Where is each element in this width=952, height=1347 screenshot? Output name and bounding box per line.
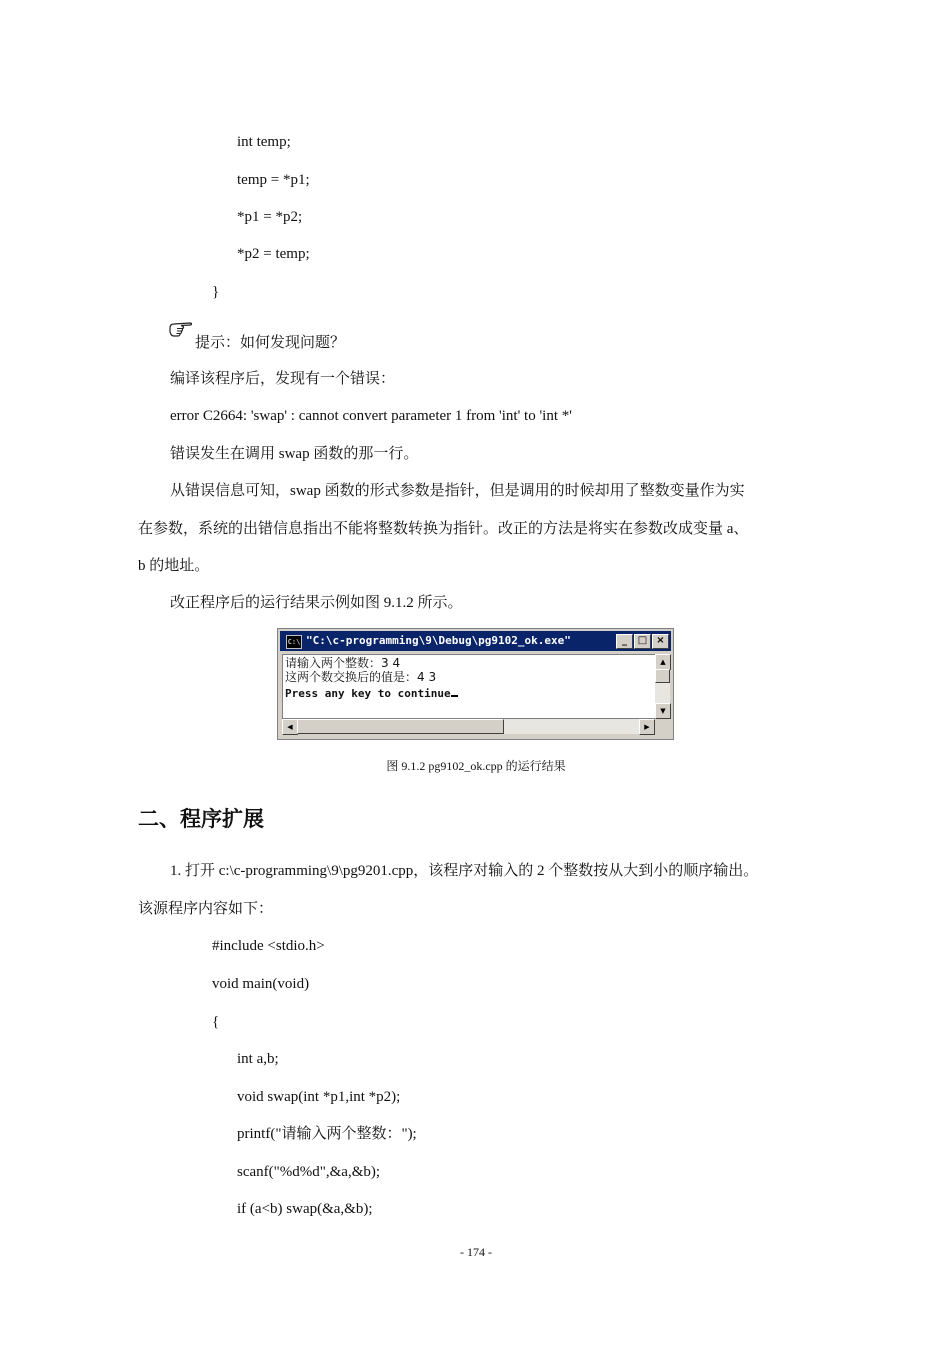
code-line: {: [212, 1014, 220, 1030]
paragraph: b 的地址。: [138, 558, 210, 574]
console-line: 这两个数交换后的值是：4 3: [285, 670, 437, 684]
window-titlebar[interactable]: [280, 631, 671, 651]
hint-text: 提示：如何发现问题？: [195, 335, 346, 351]
scroll-thumb[interactable]: [655, 669, 670, 683]
figure-caption: 图 9.1.2 pg9102_ok.cpp 的运行结果: [386, 759, 566, 773]
scroll-thumb[interactable]: [297, 719, 504, 734]
maximize-button[interactable]: □: [634, 634, 651, 649]
paragraph: 改正程序后的运行结果示例如图 9.1.2 所示。: [170, 595, 463, 611]
console-line-text: Press any key to continue: [285, 687, 451, 700]
code-line: *p2 = temp;: [237, 246, 310, 262]
paragraph: 编译该程序后，发现有一个错误：: [170, 371, 396, 387]
scroll-down-arrow-icon[interactable]: ▼: [655, 703, 671, 719]
code-line: int a,b;: [237, 1051, 279, 1067]
console-icon: C:\: [286, 635, 302, 649]
section-heading: 二、程序扩展: [138, 807, 264, 831]
vertical-scrollbar[interactable]: [655, 654, 670, 719]
paragraph: 1. 打开 c:\c-programming\9\pg9201.cpp，该程序对输入的 2 个整数按从大到小的顺序输出。: [170, 863, 759, 879]
code-line: }: [212, 284, 220, 300]
close-button[interactable]: ×: [652, 634, 669, 649]
code-line: int temp;: [237, 134, 291, 150]
console-output[interactable]: [282, 654, 657, 719]
code-line: if (a<b) swap(&a,&b);: [237, 1201, 373, 1217]
paragraph: 错误发生在调用 swap 函数的那一行。: [170, 446, 419, 462]
minimize-button[interactable]: _: [616, 634, 633, 649]
code-line: temp = *p1;: [237, 172, 310, 188]
scroll-right-arrow-icon[interactable]: ▶: [639, 719, 655, 735]
paragraph: 从错误信息可知，swap 函数的形式参数是指针，但是调用的时候却用了整数变量作为实: [170, 483, 745, 499]
code-line: #include <stdio.h>: [212, 938, 325, 954]
paragraph: 该源程序内容如下：: [138, 901, 274, 917]
code-line: void swap(int *p1,int *p2);: [237, 1089, 401, 1105]
console-line: 请输入两个整数：3 4: [285, 656, 401, 670]
resize-grip-icon[interactable]: [655, 719, 670, 734]
error-message: error C2664: 'swap' : cannot convert parameter 1 from 'int' to 'int *': [170, 408, 572, 424]
code-line: *p1 = *p2;: [237, 209, 303, 225]
text-cursor: [451, 695, 458, 697]
pointing-hand-icon: [168, 319, 194, 341]
page-number: - 174 -: [460, 1245, 492, 1259]
paragraph: 在参数，系统的出错信息指出不能将整数转换为指针。改正的方法是将实在参数改成变量 a、: [138, 521, 749, 537]
console-window: [277, 628, 674, 740]
scroll-left-arrow-icon[interactable]: ◀: [282, 719, 298, 735]
window-title: "C:\c-programming\9\Debug\pg9102_ok.exe": [306, 634, 571, 647]
code-line: printf("请输入两个整数：");: [237, 1126, 417, 1142]
scroll-up-arrow-icon[interactable]: ▲: [655, 654, 671, 670]
horizontal-scrollbar[interactable]: [282, 719, 655, 734]
code-line: scanf("%d%d",&a,&b);: [237, 1164, 381, 1180]
console-line: [285, 687, 458, 700]
code-line: void main(void): [212, 976, 310, 992]
